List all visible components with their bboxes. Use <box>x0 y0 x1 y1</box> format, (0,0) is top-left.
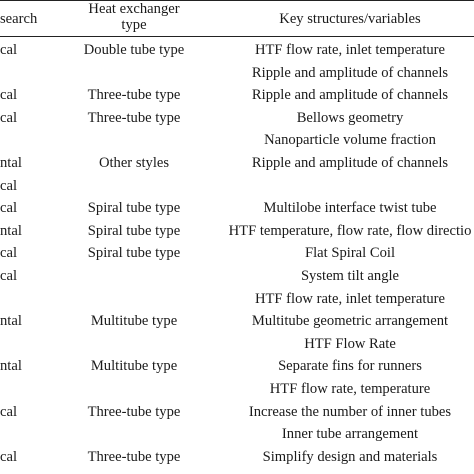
cell-method: ntal <box>0 313 22 330</box>
cell-exchanger-type: Spiral tube type <box>87 200 181 217</box>
cell-key-variable: Multitube geometric arrangement <box>251 313 449 330</box>
cell-method: ntal <box>0 222 22 239</box>
cell-method: ntal <box>0 358 22 375</box>
cell-key-variable: System tilt angle <box>300 268 400 284</box>
cell-key-variable: Bellows geometry <box>296 109 404 126</box>
header-rule <box>0 36 474 37</box>
cell-exchanger-type: Spiral tube type <box>87 222 181 239</box>
cell-method: cal <box>0 109 18 126</box>
cell-method: cal <box>0 403 18 420</box>
cell-exchanger-type: Multitube type <box>90 358 178 375</box>
cell-exchanger-type: Three-tube type <box>87 403 181 420</box>
cell-key-variable: Flat Spiral Coil <box>305 245 395 262</box>
cell-method: cal <box>0 245 18 262</box>
cell-exchanger-type: Three-tube type <box>87 109 181 126</box>
header-type-line1: Heat exchanger <box>88 1 180 17</box>
cell-method: cal <box>0 177 18 194</box>
cell-exchanger-type: Multitube type <box>90 313 178 330</box>
cell-key-variable: Simplify design and materials <box>262 448 438 465</box>
cell-method: ntal <box>0 155 22 171</box>
cell-key-variable: Nanoparticle volume fraction <box>264 132 436 149</box>
cell-key-variable: Inner tube arrangement <box>281 426 419 443</box>
cell-key-variable: Ripple and amplitude of channels <box>251 64 449 81</box>
cell-key-variable: HTF flow rate, temperature <box>269 381 431 397</box>
header-method: search <box>0 11 38 27</box>
cell-key-variable: Ripple and amplitude of channels <box>251 87 449 104</box>
cell-method: cal <box>0 87 18 104</box>
cell-key-variable: Ripple and amplitude of channels <box>251 155 449 171</box>
cell-exchanger-type: Other styles <box>98 155 170 171</box>
cell-key-variable: HTF temperature, flow rate, flow directio <box>228 222 472 239</box>
cell-method: cal <box>0 42 18 58</box>
cell-key-variable: HTF Flow Rate <box>304 335 396 352</box>
header-type-line2: type <box>121 17 147 33</box>
cell-method: cal <box>0 448 18 465</box>
cell-key-variable: Multilobe interface twist tube <box>263 200 437 217</box>
cell-key-variable: Increase the number of inner tubes <box>248 403 452 420</box>
header-variables: Key structures/variables <box>279 11 421 27</box>
cell-key-variable: HTF flow rate, inlet temperature <box>254 42 446 58</box>
cell-key-variable: Separate fins for runners <box>278 358 422 375</box>
cell-exchanger-type: Three-tube type <box>87 87 181 104</box>
cell-key-variable: HTF flow rate, inlet temperature <box>254 290 446 307</box>
cell-exchanger-type: Double tube type <box>83 42 185 58</box>
cell-exchanger-type: Three-tube type <box>87 448 181 465</box>
cell-exchanger-type: Spiral tube type <box>87 245 181 262</box>
cell-method: cal <box>0 268 18 284</box>
cell-method: cal <box>0 200 18 217</box>
